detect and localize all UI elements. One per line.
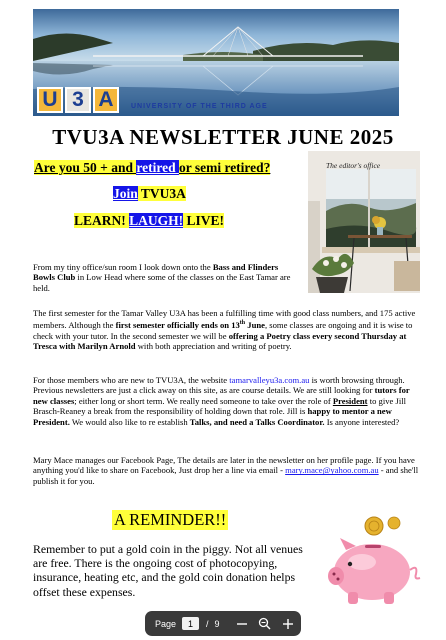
para3-text-5: We would also like to re establish — [69, 416, 190, 427]
promo-motto-live: LIVE! — [183, 213, 225, 228]
paragraph-new-members — [33, 375, 422, 427]
magnifier-icon — [258, 617, 271, 630]
para3-text-2: is worth browsing through. Previous newsletters are just a click away on this site, as are course details. We are still looking for — [33, 375, 405, 396]
promo-question — [34, 160, 270, 176]
para3-mentor: happy to mentor a new President. — [33, 406, 392, 427]
para2-text-3: with both appreciation and writing of poetry. — [135, 341, 292, 352]
logo-letter-u: U — [37, 87, 63, 113]
page-number-input[interactable]: 1 — [182, 617, 199, 630]
paragraph-semester — [33, 308, 422, 351]
para2-text-1: The first semester for the Tamar Valley U3A has been a fulfilling time with good class numbers, and 175 active members. Although the — [33, 308, 416, 331]
promo-motto-learn: LEARN! — [74, 213, 130, 228]
page-separator: / — [206, 618, 209, 629]
newsletter-title: TVU3A NEWSLETTER JUNE 2025 — [52, 125, 394, 149]
page-label: Page — [155, 618, 177, 629]
para3-tutors: tutors for new classes — [33, 385, 410, 406]
para4-text-2: - and she'll publish it for you. — [33, 465, 419, 486]
para1-bowls-club: Bass and Flinders Bowls Club — [33, 262, 279, 283]
logo-letter-a: A — [93, 87, 119, 113]
promo-join-org: TVU3A — [137, 186, 186, 201]
paragraph-office — [33, 262, 295, 293]
para3-talks: Talks, and need a Talks Coordinator. — [189, 416, 325, 427]
para2-text-2: , some classes are ongoing and it is wise to check with your tutor. In the second semester we will be — [33, 320, 413, 341]
zoom-reset-button[interactable] — [255, 614, 275, 634]
u3a-tagline: UNIVERSITY OF THE THIRD AGE — [131, 103, 268, 110]
editors-office-photo — [308, 151, 420, 293]
para2-sup-th: th — [239, 320, 246, 327]
para3-text-1: For those members who are new to TVU3A, the website — [33, 375, 230, 385]
para3-text-3: ; either long or short term. We really need someone to take over the role of — [74, 395, 333, 406]
para3-text-4: to give Jill Brasch-Reaney a break from the responsibility of holding down that role. Jill is — [33, 395, 406, 417]
promo-motto-laugh: LAUGH! — [129, 213, 184, 228]
paragraph-facebook — [33, 455, 422, 486]
reminder-body: Remember to put a gold coin in the piggy. Not all venues are free. There is the ongoing cost of photocopying, insurance, heating etc, and the gold coin donation helps offset these expenses. — [33, 542, 303, 599]
promo-question-retired: retired — [136, 160, 179, 175]
plus-icon — [282, 618, 294, 630]
pdf-page-controls — [145, 611, 301, 636]
para2-poetry-class: offering a Poetry class every second Thursday at Tresca with Marilyn Arnold — [33, 330, 407, 352]
promo-question-part1: Are you 50 + and — [34, 160, 137, 175]
para1-text-1: From my tiny office/sun room I look down onto the — [33, 262, 213, 272]
para3-president: President — [332, 395, 368, 406]
header-banner-image — [33, 9, 399, 116]
minus-icon — [236, 618, 248, 630]
para2-semester-end: first semester officially ends on 13 — [115, 320, 240, 331]
zoom-out-button[interactable] — [232, 614, 252, 634]
page-total: 9 — [214, 618, 220, 629]
reminder-heading: A REMINDER!! — [114, 510, 227, 529]
para1-text-2: in Low Head where some of the classes on the East Tamar are held. — [33, 272, 291, 293]
promo-motto — [74, 213, 224, 229]
promo-join — [113, 186, 186, 202]
para2-june: June — [245, 320, 265, 331]
website-link[interactable]: tamarvalleyu3a.com.au — [229, 375, 310, 385]
promo-question-part3: or semi retired? — [178, 160, 271, 175]
zoom-in-button[interactable] — [278, 614, 298, 634]
piggy-bank-icon — [322, 514, 427, 608]
photo-caption: The editor's office — [326, 161, 381, 170]
u3a-logo — [37, 87, 121, 113]
para3-text-6: Is anyone interested? — [324, 416, 400, 427]
email-link[interactable]: mary.mace@yahoo.com.au — [285, 465, 379, 476]
logo-letter-3: 3 — [65, 87, 91, 113]
office-window-image — [308, 151, 420, 293]
promo-join-word: Join — [113, 186, 138, 201]
para4-text-1: Mary Mace manages our Facebook Page, The details are later in the newsletter on her profile page. If you have anything you'd like to share on Facebook, Just drop her a line via email - — [33, 455, 415, 476]
